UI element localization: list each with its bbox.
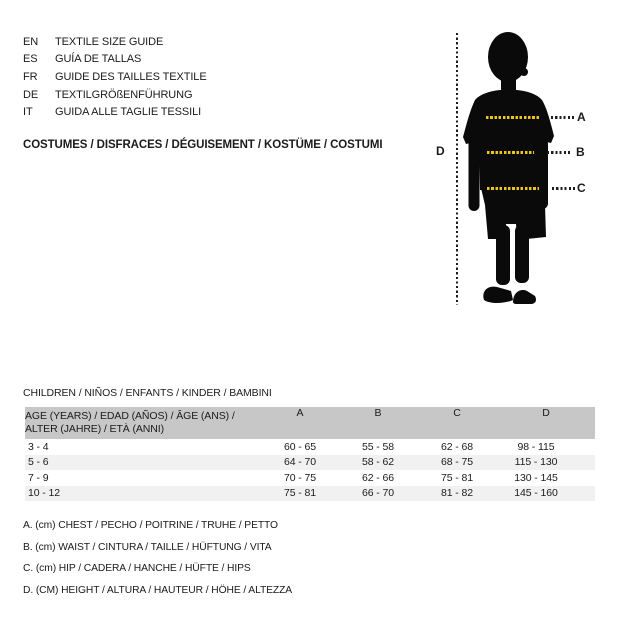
value-cell-d: 98 - 115 xyxy=(517,440,555,453)
legend-line-hip: C. (cm) HIP / CADERA / HANCHE / HÜFTE / HIPS xyxy=(23,563,251,574)
table-header-row xyxy=(25,407,595,439)
value-cell-c: 75 - 81 xyxy=(441,471,473,484)
value-cell-d: 130 - 145 xyxy=(514,471,558,484)
language-list xyxy=(23,33,207,121)
lang-row-de xyxy=(23,86,207,104)
table-row xyxy=(25,470,595,486)
value-cell-c: 62 - 68 xyxy=(441,440,473,453)
legend-line-waist: B. (cm) WAIST / CINTURA / TAILLE / HÜFTUNG / VITA xyxy=(23,541,272,553)
measurement-legend xyxy=(23,515,292,601)
column-header-c: C xyxy=(417,407,497,439)
value-cell-d: 115 - 130 xyxy=(514,456,558,469)
lang-label: GUIDE DES TAILLES TEXTILE xyxy=(55,70,207,83)
value-cell-b: 66 - 70 xyxy=(362,487,394,500)
marker-label-d: D xyxy=(436,144,445,158)
lang-code: FR xyxy=(23,70,38,83)
lang-code: DE xyxy=(23,88,39,101)
age-column-header xyxy=(25,407,261,439)
category-title: COSTUMES / DISFRACES / DÉGUISEMENT / KOSTÜME / COSTUMI xyxy=(23,139,383,151)
silhouette-shapes xyxy=(463,32,554,304)
table-title: CHILDREN / NIÑOS / ENFANTS / KINDER / BAMBINI xyxy=(23,387,272,399)
legend-line-chest: A. (cm) CHEST / PECHO / POITRINE / TRUHE / PETTO xyxy=(23,520,278,531)
column-header-d: D xyxy=(497,407,595,439)
age-header-line2: ALTER (JAHRE) / ETÀ (ANNI) xyxy=(25,423,164,435)
table-row xyxy=(25,486,595,502)
lang-code: IT xyxy=(23,106,33,119)
lang-row-it xyxy=(23,103,207,121)
value-cell-a: 75 - 81 xyxy=(284,487,316,500)
legend-line-height: D. (CM) HEIGHT / ALTURA / HAUTEUR / HÖHE / ALTEZZA xyxy=(23,584,293,596)
child-silhouette xyxy=(455,30,575,308)
marker-label-a: A xyxy=(577,110,586,124)
age-cell: 5 - 6 xyxy=(28,456,49,469)
lang-row-es xyxy=(23,51,207,69)
lang-code: EN xyxy=(23,35,39,48)
column-header-a: A xyxy=(261,407,339,439)
lang-label: GUIDA ALLE TAGLIE TESSILI xyxy=(55,106,202,119)
lang-code: ES xyxy=(23,53,38,66)
lang-row-fr xyxy=(23,68,207,86)
lang-label: TEXTILGRÖßENFÜHRUNG xyxy=(55,88,193,101)
value-cell-c: 68 - 75 xyxy=(441,456,473,469)
lang-label: TEXTILE SIZE GUIDE xyxy=(55,35,164,48)
value-cell-a: 64 - 70 xyxy=(284,456,316,469)
size-table xyxy=(25,407,595,501)
height-measure-line-d xyxy=(456,33,458,305)
waist-measure-line-b xyxy=(487,151,534,154)
value-cell-b: 55 - 58 xyxy=(362,440,394,453)
table-row xyxy=(25,455,595,471)
value-cell-b: 62 - 66 xyxy=(362,471,394,484)
hip-measure-line-c xyxy=(487,187,539,190)
age-cell: 7 - 9 xyxy=(28,471,49,484)
value-cell-a: 60 - 65 xyxy=(284,440,316,453)
marker-label-c: C xyxy=(577,181,586,195)
column-header-b: B xyxy=(339,407,417,439)
waist-leader-line-b xyxy=(547,151,571,154)
age-cell: 10 - 12 xyxy=(28,487,60,500)
value-cell-d: 145 - 160 xyxy=(514,487,558,500)
value-cell-a: 70 - 75 xyxy=(284,471,316,484)
lang-label: GUÍA DE TALLAS xyxy=(55,53,142,66)
marker-label-b: B xyxy=(576,145,585,159)
table-row xyxy=(25,439,595,455)
chest-measure-line-a xyxy=(486,116,539,119)
age-header-line1: AGE (YEARS) / EDAD (AÑOS) / ÂGE (ANS) / xyxy=(25,409,235,422)
hip-leader-line-c xyxy=(552,187,575,190)
value-cell-b: 58 - 62 xyxy=(362,456,394,469)
value-cell-c: 81 - 82 xyxy=(441,487,473,500)
lang-row-en xyxy=(23,33,207,51)
age-cell: 3 - 4 xyxy=(28,440,49,453)
chest-leader-line-a xyxy=(551,116,575,119)
